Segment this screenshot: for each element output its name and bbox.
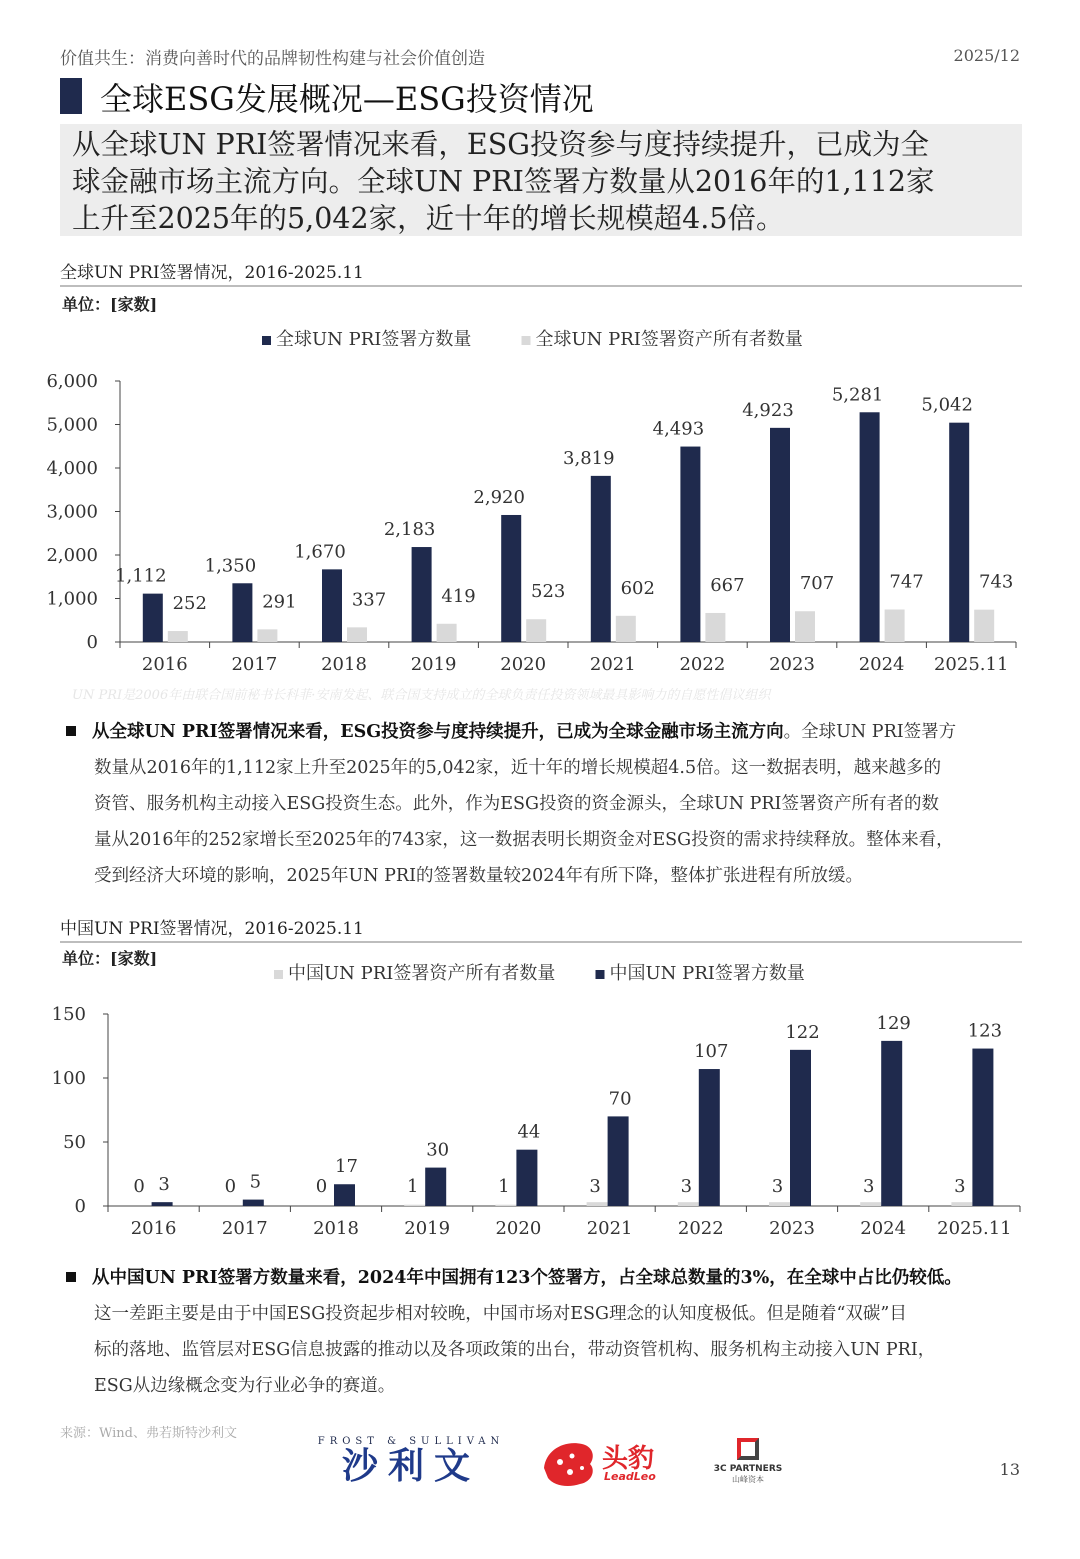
title-marker [60,78,82,114]
3c-partners-mark-icon [737,1438,759,1460]
legend-label: 全球UN PRI签署方数量 [276,329,472,350]
chart1-unit: 单位：[家数] [62,295,158,314]
chart2-unit: 单位：[家数] [62,949,158,968]
x-tick-label: 2023 [769,654,815,675]
x-tick-label: 2016 [130,1218,177,1239]
global-unpri-chart [0,320,1080,682]
3c-partners-logo [706,1438,790,1485]
3c-partners-cn-wordmark: 山峰资本 [732,1475,764,1484]
data-label: 122 [785,1021,820,1043]
bar [949,423,969,642]
chart2-heading: 中国UN PRI签署情况，2016-2025.11 [60,919,364,939]
data-label: 3 [589,1176,601,1197]
data-label: 747 [889,571,924,593]
bar [616,616,636,642]
bar [591,476,611,642]
bar [678,1202,699,1206]
chart1-divider [60,285,1022,287]
data-label: 2,920 [473,486,525,508]
bar [412,547,432,642]
y-tick-label: 4,000 [46,458,98,479]
bullet-square [66,726,76,736]
paragraph-china [66,1260,1032,1404]
data-label: 0 [133,1176,145,1197]
x-tick-label: 2025.11 [933,654,1009,675]
bar [495,1205,516,1206]
bar [699,1069,720,1206]
bar [257,629,277,642]
data-label: 4,493 [652,418,705,440]
summary-line: 从全球UN PRI签署情况来看，ESG投资参与度持续提升，已成为全 [72,128,930,161]
x-tick-label: 2021 [586,1218,633,1239]
bar [587,1202,608,1206]
x-tick-label: 2024 [858,654,905,675]
data-label: 70 [608,1088,632,1110]
data-label: 419 [441,585,476,607]
y-tick-label: 150 [51,1004,86,1025]
data-label: 4,923 [742,399,794,421]
x-tick-label: 2020 [500,654,547,675]
bar [168,631,188,642]
data-label: 1,112 [115,565,167,587]
paragraph-global [66,714,1032,894]
frost-sullivan-wordmark: FROST & SULLIVAN [317,1436,505,1447]
document-title: 价值共生：消费向善时代的品牌韧性构建与社会价值创造 [60,49,485,69]
bar [951,1202,972,1206]
page-number: 13 [999,1460,1020,1479]
data-label: 123 [967,1020,1003,1042]
summary-box [60,124,1022,236]
data-label: 17 [335,1156,358,1178]
data-label: 1 [498,1176,510,1197]
x-tick-label: 2021 [589,654,636,675]
bar [795,611,815,642]
bar [152,1202,173,1206]
data-label: 3 [862,1176,875,1197]
data-label: 0 [224,1176,237,1197]
data-label: 5,042 [921,394,973,416]
bar [516,1150,537,1206]
chart1-footnote: UN PRI是2006年由联合国前秘书长科菲·安南发起、联合国支持成立的全球负责任投资领域最具影响力的自愿性倡议组织 [72,688,771,703]
legend-swatch [274,970,283,979]
bar [243,1200,264,1206]
chart2-divider [60,941,1022,943]
bar [885,610,905,642]
section-title: 全球ESG发展概况—ESG投资情况 [100,80,594,118]
y-tick-label: 100 [51,1068,86,1089]
data-label: 3 [158,1174,170,1196]
legend-swatch [596,970,605,979]
x-tick-label: 2019 [404,1218,451,1239]
legend-label: 中国UN PRI签署方数量 [609,963,805,984]
legend-swatch [262,336,271,345]
data-label: 3 [680,1176,693,1197]
bar [680,447,700,642]
bar [770,428,790,642]
data-label: 667 [710,574,745,596]
y-tick-label: 0 [74,1196,86,1217]
leadleo-logo [540,1438,670,1490]
bar [860,1202,881,1206]
paragraph-line: 受到经济大环境的影响，2025年UN PRI的签署数量较2024年有所下降，整体扩张进程有所放缓。 [94,866,864,886]
bar [526,619,546,642]
data-label: 44 [517,1121,541,1143]
data-label: 602 [620,577,655,599]
legend-label: 中国UN PRI签署资产所有者数量 [288,963,556,984]
bar [425,1168,446,1206]
y-tick-label: 2,000 [46,545,98,566]
paragraph-lead: 从全球UN PRI签署情况来看，ESG投资参与度持续提升，已成为全球金融市场主流方向 [92,722,784,742]
data-label: 30 [426,1139,450,1161]
chart1-heading: 全球UN PRI签署情况，2016-2025.11 [60,263,364,283]
bar [232,583,252,642]
x-tick-label: 2018 [313,1218,359,1239]
data-label: 0 [315,1176,328,1197]
y-tick-label: 1,000 [46,588,98,610]
x-tick-label: 2018 [321,654,367,675]
data-label: 3 [771,1176,784,1197]
x-tick-label: 2016 [141,654,188,675]
data-label: 5 [249,1171,262,1193]
data-label: 2,183 [383,519,436,541]
document-date: 2025/12 [953,46,1020,65]
data-label: 1,670 [294,541,346,563]
china-unpri-chart [0,955,1080,1245]
bar [974,610,994,642]
bar [347,627,367,642]
data-label: 743 [979,571,1014,593]
paragraph-text: 。全球UN PRI签署方 [783,722,957,742]
bar [972,1049,993,1206]
bar [860,412,880,642]
x-tick-label: 2022 [679,654,726,675]
y-tick-label: 3,000 [46,501,98,523]
summary-line: 球金融市场主流方向。全球UN PRI签署方数量从2016年的1,112家 [72,165,935,198]
source-note: 来源：Wind、弗若斯特沙利文 [60,1426,237,1441]
bar [404,1205,425,1206]
summary-line: 上升至2025年的5,042家，近十年的增长规模超4.5倍。 [72,202,785,235]
data-label: 523 [531,581,566,603]
bar [334,1184,355,1206]
frost-sullivan-cn-wordmark: 沙利文 [341,1446,480,1487]
bar [790,1050,811,1206]
leadleo-en-wordmark: LeadLeo [604,1470,656,1483]
bar [608,1116,629,1206]
bar [143,594,163,642]
bar [322,569,342,642]
frost-sullivan-logo [316,1436,506,1487]
bullet-square [66,1272,76,1282]
legend-label: 全球UN PRI签署资产所有者数量 [535,329,803,350]
paragraph-lead: 从中国UN PRI签署方数量来看，2024年中国拥有123个签署方，占全球总数量的3%，在全球中占比仍较低。 [92,1268,962,1288]
paragraph-line: 资管、服务机构主动接入ESG投资生态。此外，作为ESG投资的资金源头，全球UN PRI签署资产所有者的数 [94,794,939,814]
data-label: 3 [954,1176,966,1197]
data-label: 1 [406,1176,419,1197]
x-tick-label: 2025.11 [937,1218,1012,1239]
bar [769,1202,790,1206]
paragraph-line: 这一差距主要是由于中国ESG投资起步相对较晚，中国市场对ESG理念的认知度极低。但是随着“双碳”目 [94,1304,907,1324]
paragraph-line: 数量从2016年的1,112家上升至2025年的5,042家，近十年的增长规模超4.5倍。这一数据表明，越来越多的 [94,758,942,778]
y-tick-label: 5,000 [46,414,98,436]
data-label: 291 [262,591,297,613]
x-tick-label: 2019 [410,654,457,675]
data-label: 337 [351,589,387,611]
bar [437,624,457,642]
data-label: 129 [876,1012,911,1034]
x-tick-label: 2017 [231,654,278,675]
x-tick-label: 2020 [495,1218,542,1239]
3c-partners-en-wordmark: 3C PARTNERS [713,1464,783,1474]
paragraph-line: 标的落地、监管层对ESG信息披露的推动以及各项政策的出台，带动资管机构、服务机构主动接入UN PRI， [94,1340,936,1360]
bar [881,1041,902,1206]
leadleo-cn-wordmark: 头豹 [602,1444,655,1474]
data-label: 3,819 [563,447,615,469]
bar [705,613,725,642]
data-label: 1,350 [204,555,257,577]
x-tick-label: 2017 [221,1218,268,1239]
data-label: 252 [172,593,207,615]
y-tick-label: 50 [63,1132,86,1153]
paragraph-line: 量从2016年的252家增长至2025年的743家，这一数据表明长期资金对ESG投资的需求持续释放。整体来看， [94,830,954,850]
y-tick-label: 0 [86,632,98,653]
data-label: 5,281 [831,384,884,406]
leopard-icon [540,1438,598,1490]
x-tick-label: 2023 [769,1218,815,1239]
bar [501,515,521,642]
data-label: 107 [694,1041,729,1063]
data-label: 707 [799,573,835,595]
paragraph-line: ESG从边缘概念变为行业必争的赛道。 [94,1376,396,1396]
legend-swatch [522,336,531,345]
x-tick-label: 2024 [860,1218,907,1239]
y-tick-label: 6,000 [46,371,98,392]
x-tick-label: 2022 [677,1218,724,1239]
